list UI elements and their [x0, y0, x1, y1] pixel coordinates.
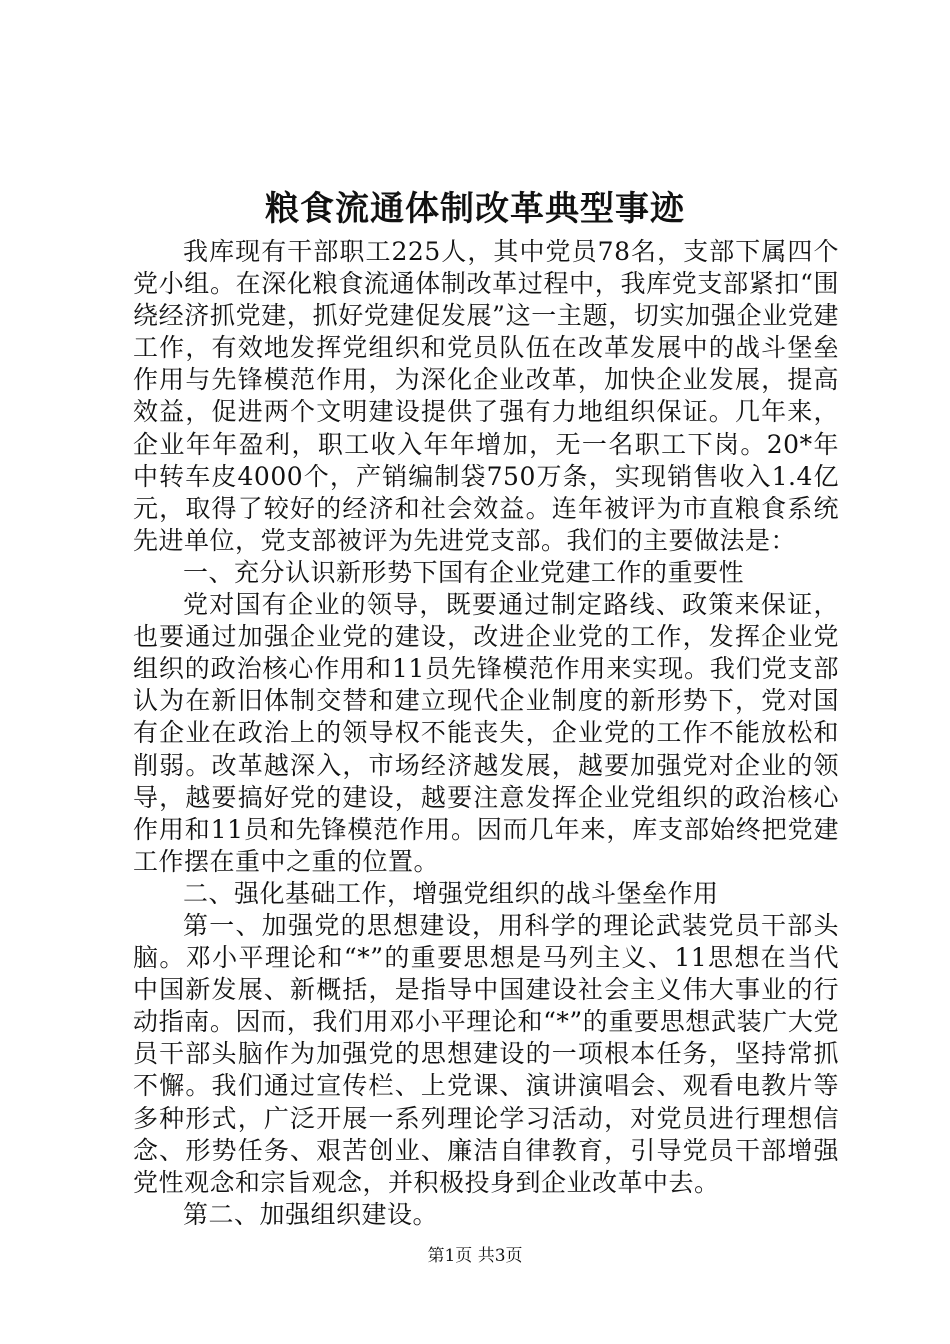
- paragraph-intro: 我库现有干部职工225人，其中党员78名，支部下属四个党小组。在深化粮食流通体制改革过程中，我库党支部紧扣“围绕经济抓党建，抓好党建促发展”这一主题，切实加强企业党建工作，有效地发挥党组织和党员队伍在改革发展中的战斗堡垒作用与先锋模范作用，为深化企业改革，加快企业发展，提高效益，促进两个文明建设提供了强有力地组织保证。几年来，企业年年盈利，职工收入年年增加，无一名职工下岗。20*年中转车皮4000个，产销编制袋750万条，实现销售收入1.4亿元，取得了较好的经济和社会效益。连年被评为市直粮食系统先进单位，党支部被评为先进党支部。我们的主要做法是：: [133, 237, 839, 555]
- document-title: 粮食流通体制改革典型事迹: [265, 189, 685, 229]
- page-footer: 第1页 共3页: [427, 1246, 523, 1266]
- paragraph-section-2-item-1: 第一、加强党的思想建设，用科学的理论武装党员干部头脑。邓小平理论和“*”的重要思想是马列主义、11思想在当代中国新发展、新概括，是指导中国建设社会主义伟大事业的行动指南。因而，我们用邓小平理论和“*”的重要思想武装广大党员干部头脑作为加强党的思想建设的一项根本任务，坚持常抓不懈。我们通过宣传栏、上党课、演讲演唱会、观看电教片等多种形式，广泛开展一系列理论学习活动，对党员进行理想信念、形势任务、艰苦创业、廉洁自律教育，引导党员干部增强党性观念和宗旨观念，并积极投身到企业改革中去。: [133, 910, 839, 1197]
- section-heading-1: 一、充分认识新形势下国有企业党建工作的重要性: [183, 557, 745, 587]
- document-body: [133, 236, 839, 1231]
- section-heading-2: 二、强化基础工作，增强党组织的战斗堡垒作用: [183, 878, 719, 908]
- paragraph-section-1: 党对国有企业的领导，既要通过制定路线、政策来保证，也要通过加强企业党的建设，改进企业党的工作，发挥企业党组织的政治核心作用和11员先锋模范作用来实现。我们党支部认为在新旧体制交替和建立现代企业制度的新形势下，党对国有企业在政治上的领导权不能丧失，企业党的工作不能放松和削弱。改革越深入，市场经济越发展，越要加强党对企业的领导，越要搞好党的建设，越要注意发挥企业党组织的政治核心作用和11员和先锋模范作用。因而几年来，库支部始终把党建工作摆在重中之重的位置。: [133, 590, 839, 876]
- paragraph-section-2-item-2: 第二、加强组织建设。: [183, 1199, 439, 1229]
